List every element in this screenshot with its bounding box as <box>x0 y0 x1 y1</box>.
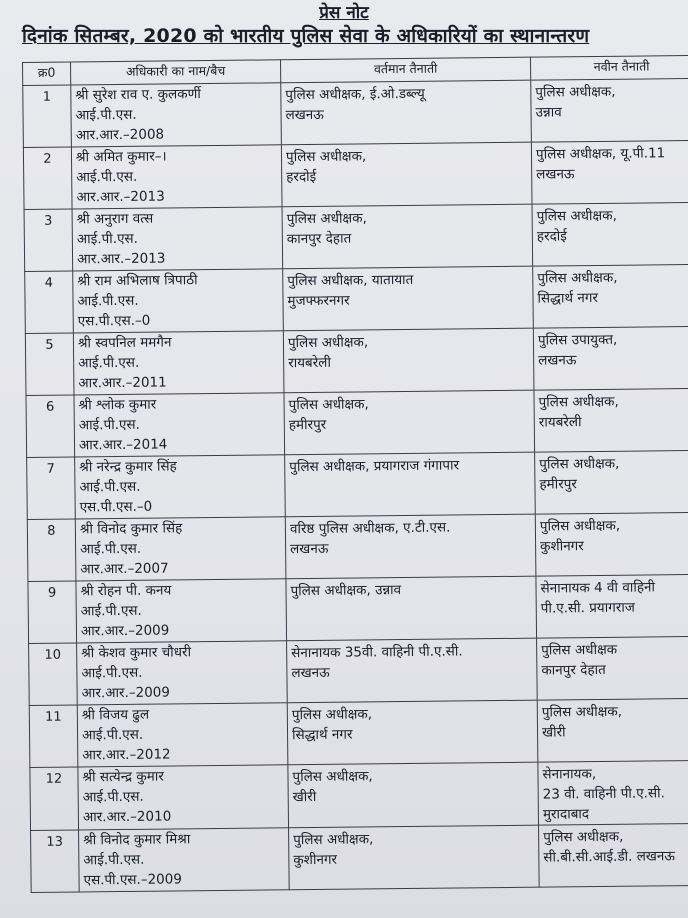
serial-number: 7 <box>27 457 76 519</box>
transfer-table <box>22 55 688 893</box>
current-posting <box>286 576 537 641</box>
current-posting-line: हमीरपुर <box>288 416 327 434</box>
current-posting-line: मुजफ्फरनगर <box>287 292 350 310</box>
officer-name-batch-line: आई.पी.एस. <box>77 292 139 310</box>
new-posting-line: उन्नाव <box>535 104 562 121</box>
serial-number: 12 <box>30 767 79 830</box>
table-row <box>27 450 688 519</box>
current-posting-line: पुलिस अधीक्षक, <box>293 831 374 849</box>
new-posting <box>533 326 688 390</box>
new-posting-line: पुलिस अधीक्षक <box>541 641 618 659</box>
officer-name-batch-line: श्री विनोद कुमार सिंह <box>79 520 183 538</box>
current-posting <box>282 204 533 269</box>
new-posting <box>539 823 688 887</box>
officer-name-batch-line: श्री विनोद कुमार मिश्रा <box>83 831 191 849</box>
new-posting-line: सेनानायक 4 वी वाहिनी <box>540 579 656 597</box>
officer-name-batch-line: श्री केशव कुमार चौधरी <box>81 644 192 662</box>
transfer-table-wrapper <box>22 55 688 893</box>
current-posting-line: खीरी <box>292 788 317 806</box>
officer-name-batch-line: श्री अमित कुमार–। <box>75 148 167 166</box>
new-posting <box>536 574 688 638</box>
new-posting-line: रायबरेली <box>538 414 582 431</box>
serial-number: 9 <box>28 581 77 643</box>
officer-name-batch-line: आई.पी.एस. <box>76 230 139 248</box>
officer-name-batch <box>75 455 286 519</box>
officer-name-batch-line: श्री राम अभिलाष त्रिपाठी <box>77 272 198 290</box>
new-posting <box>537 636 688 700</box>
new-posting <box>533 264 688 328</box>
table-row <box>30 760 688 830</box>
new-posting <box>534 388 688 452</box>
serial-number: 1 <box>23 85 72 147</box>
current-posting-line: पुलिस अधीक्षक, <box>292 768 373 786</box>
officer-name-batch-line: श्री सुरेश राव ए. कुलकर्णी <box>75 86 201 104</box>
current-posting-line: पुलिस अधीक्षक, <box>291 706 373 724</box>
table-row <box>31 823 688 892</box>
table-row <box>28 574 688 643</box>
officer-name-batch-line: आई.पी.एस. <box>78 416 140 434</box>
officer-name-batch <box>73 331 284 395</box>
table-row <box>25 264 688 333</box>
current-posting-line: पुलिस अधीक्षक, <box>285 148 367 166</box>
officer-name-batch <box>71 83 282 147</box>
new-posting-line: पुलिस अधीक्षक, <box>535 83 616 101</box>
new-posting <box>535 512 688 576</box>
current-posting-line: सिद्धार्थ नगर <box>291 726 353 744</box>
press-note-title: प्रेस नोट <box>319 3 369 23</box>
officer-name-batch-line: आर.आर.–2011 <box>78 374 167 392</box>
table-row <box>29 636 688 705</box>
officer-name-batch-line: आर.आर.–2009 <box>81 684 171 702</box>
new-posting <box>537 698 688 762</box>
table-row <box>23 140 688 209</box>
new-posting-line: 23 वी. वाहिनी पी.ए.सी. <box>542 785 665 803</box>
officer-name-batch-line: एस.पी.एस.–2009 <box>83 871 182 889</box>
officer-name-batch <box>77 703 288 767</box>
officer-name-batch <box>78 765 289 830</box>
serial-number: 5 <box>25 333 74 395</box>
officer-name-batch-line: श्री अनुराग वत्स <box>76 210 154 228</box>
officer-name-batch-line: आई.पी.एस. <box>79 478 141 496</box>
table-row <box>27 512 688 581</box>
current-posting <box>285 514 536 579</box>
new-posting-line: पुलिस अधीक्षक, <box>536 207 617 225</box>
col-header-officer: अधिकारी का नाम/बैच <box>71 60 281 85</box>
officer-name-batch <box>72 207 283 271</box>
officer-name-batch-line: आर.आर.–2014 <box>78 436 168 454</box>
officer-name-batch-line: आई.पी.एस. <box>78 354 140 372</box>
new-posting-line: लखनऊ <box>538 352 577 369</box>
new-posting-line: पुलिस अधीक्षक, <box>543 828 624 846</box>
officer-name-batch <box>73 269 284 333</box>
current-posting <box>283 266 534 331</box>
officer-name-batch-line: एस.पी.एस.–0 <box>79 498 153 516</box>
new-posting-line: खीरी <box>541 724 566 741</box>
current-posting-line: लखनऊ <box>290 540 329 558</box>
current-posting-line: पुलिस अधीक्षक, प्रयागराज गंगापार <box>289 457 460 476</box>
serial-number: 6 <box>26 395 75 457</box>
new-posting-line: पुलिस अधीक्षक, <box>539 517 621 535</box>
serial-number: 11 <box>29 705 78 767</box>
current-posting <box>284 390 535 455</box>
current-posting-line: कुशीनगर <box>293 851 338 869</box>
new-posting-line: पुलिस अधीक्षक, <box>538 393 619 411</box>
serial-number: 2 <box>23 147 72 209</box>
current-posting-line: सेनानायक 35वी. वाहिनी पी.ए.सी. <box>291 643 463 662</box>
new-posting-line: सेनानायक, <box>542 766 597 783</box>
new-posting-line: पुलिस अधीक्षक, <box>539 455 620 473</box>
table-row <box>25 326 688 395</box>
serial-number: 4 <box>25 271 74 333</box>
officer-name-batch-line: श्री विजय ढुल <box>81 706 150 724</box>
current-posting <box>288 762 539 828</box>
col-header-current-posting: वर्तमान तैनाती <box>280 57 530 83</box>
officer-name-batch-line: आई.पी.एस. <box>82 788 144 806</box>
col-header-serial: क्र0 <box>23 62 71 86</box>
new-posting-line: सिद्धार्थ नगर <box>537 289 599 307</box>
current-posting <box>289 825 540 890</box>
new-posting-line: सी.बी.सी.आई.डी. लखनऊ <box>543 848 676 866</box>
new-posting-line: पुलिस उपायुक्त, <box>537 331 618 349</box>
new-posting <box>532 202 688 266</box>
current-posting-line: वरिष्ठ पुलिस अधीक्षक, ए.टी.एस. <box>289 519 451 538</box>
officer-name-batch-line: एस.पी.एस.–0 <box>77 312 151 330</box>
officer-name-batch-line: आई.पी.एस. <box>83 851 145 869</box>
new-posting <box>531 78 688 142</box>
current-posting <box>281 142 532 207</box>
officer-name-batch-line: आर.आर.–2008 <box>75 126 165 144</box>
serial-number: 8 <box>27 519 76 581</box>
officer-name-batch-line: श्री सत्येन्द्र कुमार <box>82 768 164 786</box>
new-posting-line: मुरादाबाद <box>542 806 590 823</box>
current-posting-line: पुलिस अधीक्षक, उन्नाव <box>290 582 402 600</box>
current-posting-line: रायबरेली <box>288 354 331 372</box>
officer-name-batch-line: आई.पी.एस. <box>81 664 143 682</box>
new-posting-line: हमीरपुर <box>539 476 577 493</box>
current-posting-line: पुलिस अधीक्षक, ई.ओ.डब्ल्यू <box>285 85 425 104</box>
new-posting <box>535 450 688 514</box>
col-header-new-posting: नवीन तैनाती <box>530 55 688 80</box>
officer-name-batch <box>71 145 282 209</box>
officer-name-batch-line: आई.पी.एस. <box>81 726 144 744</box>
current-posting-line: पुलिस अधीक्षक, <box>288 396 369 414</box>
table-row <box>24 202 688 271</box>
serial-number: 3 <box>24 209 73 271</box>
new-posting-line: पुलिस अधीक्षक, यू.पी.11 <box>535 145 666 163</box>
current-posting-line: पुलिस अधीक्षक, यातायात <box>287 271 414 290</box>
current-posting-line: लखनऊ <box>285 106 324 124</box>
table-body <box>23 78 688 892</box>
officer-name-batch <box>79 828 290 892</box>
officer-name-batch-line: श्री स्वपनिल ममगैन <box>77 334 172 352</box>
new-posting-line: लखनऊ <box>536 166 575 183</box>
table-row <box>26 388 688 457</box>
new-posting-line: पी.ए.सी. प्रयागराज <box>540 599 635 617</box>
officer-name-batch-line: आर.आर.–2009 <box>80 622 170 640</box>
officer-name-batch-line: श्री श्लोक कुमार <box>78 396 157 414</box>
transfer-subtitle: दिनांक सितम्बर, 2020 को भारतीय पुलिस सेवा के अधिकारियों का स्थानान्तरण <box>22 25 590 47</box>
officer-name-batch-line: आई.पी.एस. <box>80 540 142 558</box>
officer-name-batch-line: आर.आर.–2013 <box>76 188 165 206</box>
new-posting-line: कानपुर देहात <box>541 661 606 679</box>
current-posting <box>287 638 538 703</box>
current-posting-line: लखनऊ <box>291 664 330 682</box>
new-posting-line: पुलिस अधीक्षक, <box>537 269 618 287</box>
table-row <box>23 78 688 147</box>
current-posting-line: कानपुर देहात <box>286 230 352 248</box>
officer-name-batch-line: आई.पी.एस. <box>76 168 138 186</box>
officer-name-batch <box>76 579 287 643</box>
officer-name-batch <box>74 393 285 457</box>
officer-name-batch <box>77 641 288 705</box>
serial-number: 10 <box>29 643 78 705</box>
current-posting <box>285 452 536 517</box>
new-posting <box>531 140 688 204</box>
serial-number: 13 <box>31 830 80 892</box>
officer-name-batch-line: आर.आर.–2007 <box>80 560 169 578</box>
current-posting-line: पुलिस अधीक्षक, <box>286 210 367 228</box>
officer-name-batch-line: श्री रोहन पी. कनय <box>80 582 172 600</box>
officer-name-batch-line: आई.पी.एस. <box>80 602 142 620</box>
new-posting-line: हरदोई <box>536 228 567 245</box>
officer-name-batch-line: आर.आर.–2012 <box>82 746 171 764</box>
officer-name-batch <box>75 517 286 581</box>
current-posting <box>283 328 534 393</box>
current-posting-line: पुलिस अधीक्षक, <box>287 334 369 352</box>
table-row <box>29 698 688 767</box>
current-posting-line: हरदोई <box>286 168 317 186</box>
new-posting <box>538 760 688 825</box>
officer-name-batch-line: आर.आर.–2010 <box>82 808 172 826</box>
officer-name-batch-line: श्री नरेन्द्र कुमार सिंह <box>79 458 177 476</box>
officer-name-batch-line: आई.पी.एस. <box>75 106 137 124</box>
current-posting <box>281 80 532 145</box>
current-posting <box>287 700 538 765</box>
officer-name-batch-line: आर.आर.–2013 <box>76 250 166 268</box>
new-posting-line: पुलिस अधीक्षक, <box>541 703 623 721</box>
new-posting-line: कुशीनगर <box>540 538 584 555</box>
